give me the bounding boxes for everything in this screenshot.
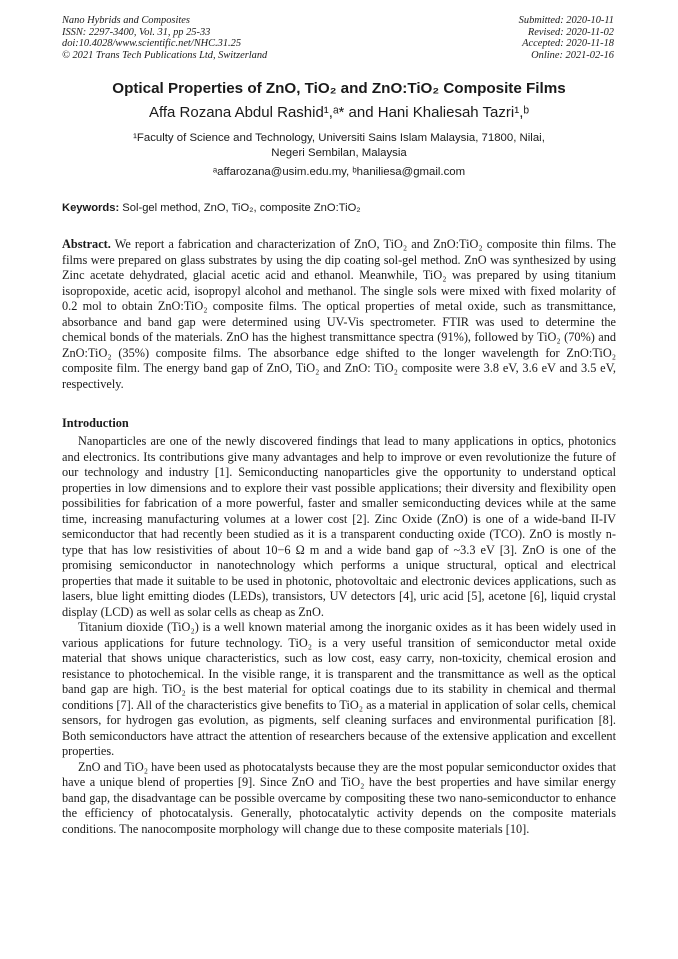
author-emails: ᵃaffarozana@usim.edu.my, ᵇhaniliesa@gmail.com xyxy=(212,166,466,178)
accepted-date: Accepted: 2020-11-18 xyxy=(522,38,614,50)
abstract-label: Abstract. xyxy=(62,237,111,251)
keywords xyxy=(62,202,618,214)
revised-date: Revised: 2020-11-02 xyxy=(527,26,614,38)
introduction-body xyxy=(62,434,616,837)
affiliation xyxy=(90,131,588,161)
intro-paragraph-3: ZnO and TiO₂ have been used as photocatalysts because they are the most popular semiconductor oxides that have a unique blend of properties [9]. Since ZnO and TiO₂ have the best properties and have similar energy band gap, the disadvantage can be possible overcame by compositing these two nano-semiconductor to enhance the efficiency of photocatalysis. Generally, photocatalytic activity depends on the composite materials conditions. The nanocomposite morphology will change due to these composite materials [10]. xyxy=(62,759,616,836)
submitted-date: Submitted: 2020-10-11 xyxy=(518,15,614,26)
keywords-label: Keywords: xyxy=(62,202,120,214)
abstract xyxy=(62,237,616,392)
journal-name: Nano Hybrids and Composites xyxy=(62,15,190,26)
journal-info xyxy=(62,15,267,61)
paper-title: Optical Properties of ZnO, TiO₂ and ZnO:TiO₂ Composite Films xyxy=(112,80,566,97)
intro-paragraph-1: Nanoparticles are one of the newly discovered findings that lead to many applications in optics, photonics and electronics. Its contributions give many advantages and help to improve or even revolutionize the future of our technology and industry [1]. Semiconducting nanoparticles give the opportunity to understand optical properties in low dimensions and to explore their vast possible applications; their diversity and flexibility open possibilities for fabrication of a more powerful, faster and smaller semiconducting devices while at the same time, increasing manufacturing volumes at a lower cost [2]. Zinc Oxide (ZnO) is one of a wide-band II-IV semiconductor that had recently been studied as it is a transparent conducting oxide (TCO). ZnO is mostly n-type that has low resistivities of about 10−6 Ω m and a wide band gap of ~3.3 eV [3]. ZnO is one of the promising semiconductor in nanotechnology which performs a unique structural, optical and electrical properties that made it suitable to be used in photonic, photovoltaic and electronic devices applications, such as lasers, blue light emitting diodes (LEDs), transistors, UV detectors [4], uric acid [5], acetone [6], liquid crystal display (LCD) as well as solar cells as cheap as ZnO. xyxy=(62,434,616,619)
doi-line: doi:10.4028/www.scientific.net/NHC.31.25 xyxy=(62,38,242,50)
intro-paragraph-2: Titanium dioxide (TiO₂) is a well known material among the inorganic oxides as it has been widely used in various applications for future technology. TiO₂ is a very useful transition of semiconductor metal oxide material that shows unique characteristics, such as low cost, easy carry, non-toxicity, chemical erosion and resistance to photochemical. In the visible range, it is transparent and the transmittance as well as the optical band gap are high. TiO₂ is the best material for optical coatings due to its stability in chemical and thermal conditions [7]. All of the characteristics give benefits to TiO₂ as a material in application of solar cells, chemical sensors, for hydrogen gas evolution, as pigments, self cleaning surfaces and environmental purification [8]. Both semiconductors have attract the attention of researchers because of the extensive application and excellent properties. xyxy=(62,620,616,758)
author-list: Affa Rozana Abdul Rashid¹,ᵃ* and Hani Khaliesah Tazri¹,ᵇ xyxy=(148,104,530,121)
publication-dates xyxy=(519,15,614,61)
online-date: Online: 2021-02-16 xyxy=(531,49,614,61)
copyright-line: © 2021 Trans Tech Publications Ltd, Switzerland xyxy=(62,49,268,61)
abstract-text: We report a fabrication and characterization of ZnO, TiO₂ and ZnO:TiO₂ composite thin films. The films were prepared on glass substrates by using the dip coating sol-gel method. ZnO was synthesized by using Zinc acetate dehydrated, glacial acetic acid and ethanol. Meanwhile, TiO₂ was prepared by using titanium isopropoxide, acetic acid, isopropyl alcohol and methanol. The single sols were mixed with fixed molarity of 0.2 mol to obtain ZnO:TiO₂ composite films. The optical properties of metal oxide, such as transmittance, absorbance and band gap were determined using UV-Vis spectrometer. FTIR was used to determine the chemical bonds of the materials. ZnO has the highest transmittance spectra (91%), followed by TiO₂ (70%) and ZnO:TiO₂ (35%) composite films. The absorbance edge shifted to the longer wavelength for ZnO:TiO₂ composite film. The energy band gap of ZnO, TiO₂ and ZnO: TiO₂ composite were 3.8 eV, 3.6 eV and 3.5 eV, respectively. xyxy=(62,237,616,391)
keywords-text: Sol-gel method, ZnO, TiO₂, composite ZnO:TiO₂ xyxy=(119,202,361,214)
issn-line: ISSN: 2297-3400, Vol. 31, pp 25-33 xyxy=(62,26,211,38)
section-heading-introduction: Introduction xyxy=(62,416,129,430)
affiliation-line-2: Negeri Sembilan, Malaysia xyxy=(271,147,407,159)
affiliation-line-1: ¹Faculty of Science and Technology, Universiti Sains Islam Malaysia, 71800, Nilai, xyxy=(133,132,545,144)
